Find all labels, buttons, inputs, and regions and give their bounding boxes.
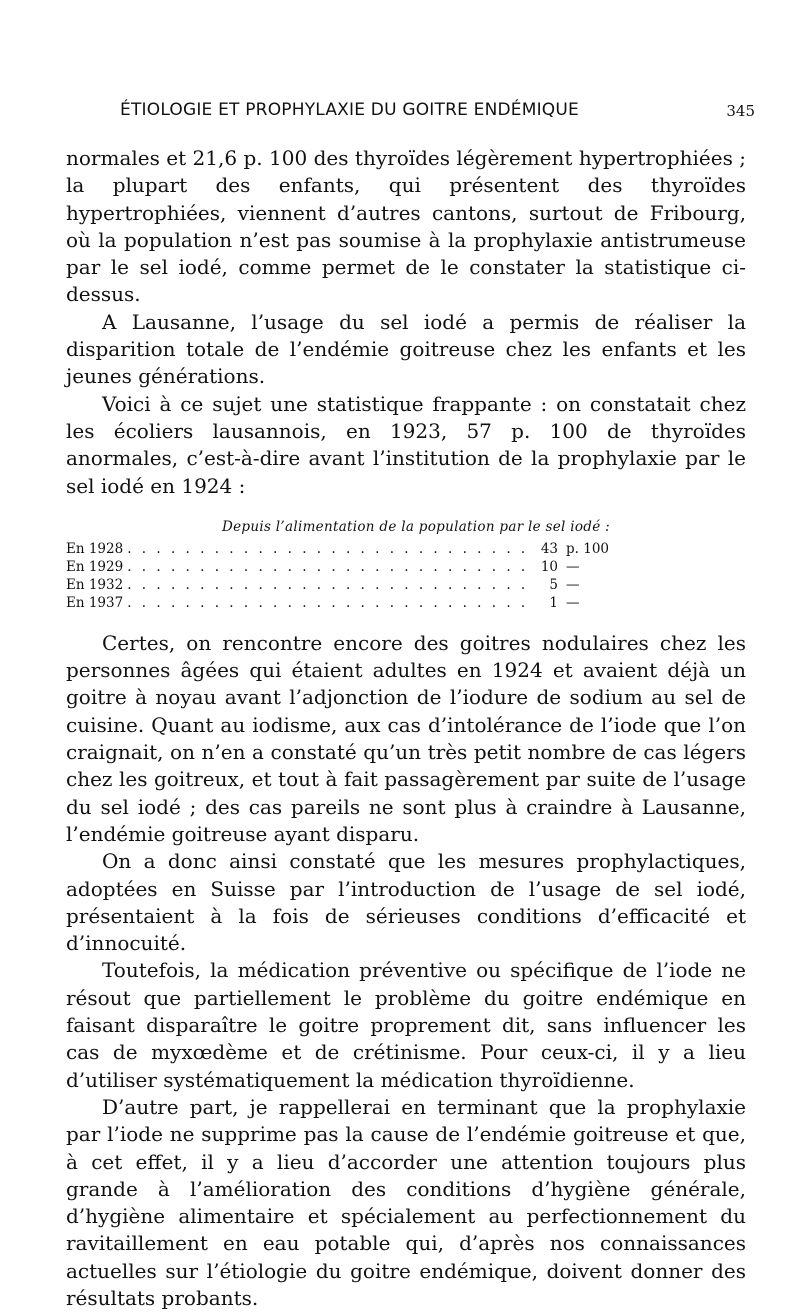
paragraph: normales et 21,6 p. 100 des thyroïdes légèrement hypertrophiées ; la plupart des enfants, qui présentent des thyroïdes hypertrophiées, viennent d’autres cantons, surtout de Fribourg, où la population n’est pas soumise à la prophylaxie antistrumeuse par le sel iodé, comme permet de le constater la statistique ci-dessus. xyxy=(66,146,746,307)
dot-leader xyxy=(127,540,532,558)
table-row xyxy=(66,576,636,594)
table-row xyxy=(66,540,636,558)
row-unit: p. 100 xyxy=(566,540,609,557)
row-year: En 1937 xyxy=(66,594,124,611)
paragraph: A Lausanne, l’usage du sel iodé a permis de réaliser la disparition totale de l’endémie goitreuse chez les enfants et les jeunes générations. xyxy=(66,309,746,389)
dot-leader xyxy=(127,576,532,594)
paragraph: Toutefois, la médication préventive ou spécifique de l’iode ne résout que partiellement le problème du goitre endémique en faisant disparaître le goitre proprement dit, sans influencer les cas de myxœdème et de crétinisme. Pour ceux-ci, il y a lieu d’utiliser systématiquement la médication thyroïdienne. xyxy=(66,958,746,1092)
row-value: 10 xyxy=(540,558,558,575)
body-text xyxy=(66,145,746,1312)
dot-leader xyxy=(127,594,532,612)
row-year: En 1932 xyxy=(66,576,124,593)
paragraph: D’autre part, je rappellerai en terminant que la prophylaxie par l’iode ne supprime pas la cause de l’endémie goitreuse et que, à cet effet, il y a lieu d’accorder une attention toujours plus grande à l’amélioration des conditions d’hygiène générale, d’hygiène alimentaire et spécialement au perfectionnement du ravitaillement en eau potable qui, d’après nos connaissances actuelles sur l’étiologie du goitre endémique, doivent donner des résultats probants. xyxy=(66,1094,746,1310)
row-value: 5 xyxy=(549,576,558,593)
paragraph: Voici à ce sujet une statistique frappante : on constatait chez les écoliers lausannois, en 1923, 57 p. 100 de thyroïdes anormales, c’est-à-dire avant l’institution de la prophylaxie par le sel iodé en 1924 : xyxy=(66,391,746,498)
running-header-title: ÉTIOLOGIE ET PROPHYLAXIE DU GOITRE ENDÉMIQUE xyxy=(120,100,579,120)
row-year: En 1928 xyxy=(66,540,124,557)
row-value: 43 xyxy=(540,540,558,557)
row-year: En 1929 xyxy=(66,558,124,575)
paragraph: Certes, on rencontre encore des goitres nodulaires chez les personnes âgées qui étaient adultes en 1924 et avaient déjà un goitre à noyau avant l’adjonction de l’iodure de sodium au sel de cuisine. Quant au iodisme, aux cas d’intolérance de l’iode que l’on craignait, on n’en a constaté qu’un très petit nombre de cas légers chez les goitreux, et tout à fait passagèrement par suite de l’usage du sel iodé ; des cas pareils ne sont plus à craindre à Lausanne, l’endémie goitreuse ayant disparu. xyxy=(66,630,746,846)
table-row xyxy=(66,558,636,576)
table-row xyxy=(66,594,636,612)
row-value: 1 xyxy=(549,594,558,611)
statistics-table xyxy=(66,518,746,612)
table-caption: Depuis l’alimentation de la population par le sel iodé : xyxy=(222,518,610,535)
row-unit: — xyxy=(566,558,580,575)
page-number: 345 xyxy=(726,102,755,120)
running-header xyxy=(120,100,755,130)
dot-leader xyxy=(127,558,532,576)
row-unit: — xyxy=(566,594,580,611)
paragraph: On a donc ainsi constaté que les mesures prophylactiques, adoptées en Suisse par l’introduction de l’usage de sel iodé, présentaient à la fois de sérieuses conditions d’efficacité et d’innocuité. xyxy=(66,849,746,956)
row-unit: — xyxy=(566,576,580,593)
